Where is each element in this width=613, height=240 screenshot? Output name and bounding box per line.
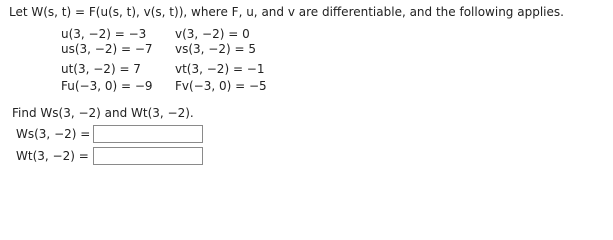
given-fu: Fu(−3, 0) = −9 xyxy=(61,79,153,93)
given-v: v(3, −2) = 0 xyxy=(175,27,250,41)
given-ut: ut(3, −2) = 7 xyxy=(61,62,141,76)
answer-row-wt xyxy=(16,146,203,166)
question-text: Find Ws(3, −2) and Wt(3, −2). xyxy=(12,106,194,120)
given-fv: Fv(−3, 0) = −5 xyxy=(175,79,267,93)
wt-answer-input[interactable] xyxy=(93,147,203,165)
answer-row-ws xyxy=(16,124,203,144)
problem-intro: Let W(s, t) = F(u(s, t), v(s, t)), where F, u, and v are differentiable, and the following applies. xyxy=(9,5,564,19)
given-us: us(3, −2) = −7 xyxy=(61,42,153,56)
given-vt: vt(3, −2) = −1 xyxy=(175,62,265,76)
given-u: u(3, −2) = −3 xyxy=(61,27,147,41)
answer-label-ws: Ws(3, −2) = xyxy=(16,127,91,141)
answer-label-wt: Wt(3, −2) = xyxy=(16,149,89,163)
given-vs: vs(3, −2) = 5 xyxy=(175,42,256,56)
ws-answer-input[interactable] xyxy=(93,125,203,143)
